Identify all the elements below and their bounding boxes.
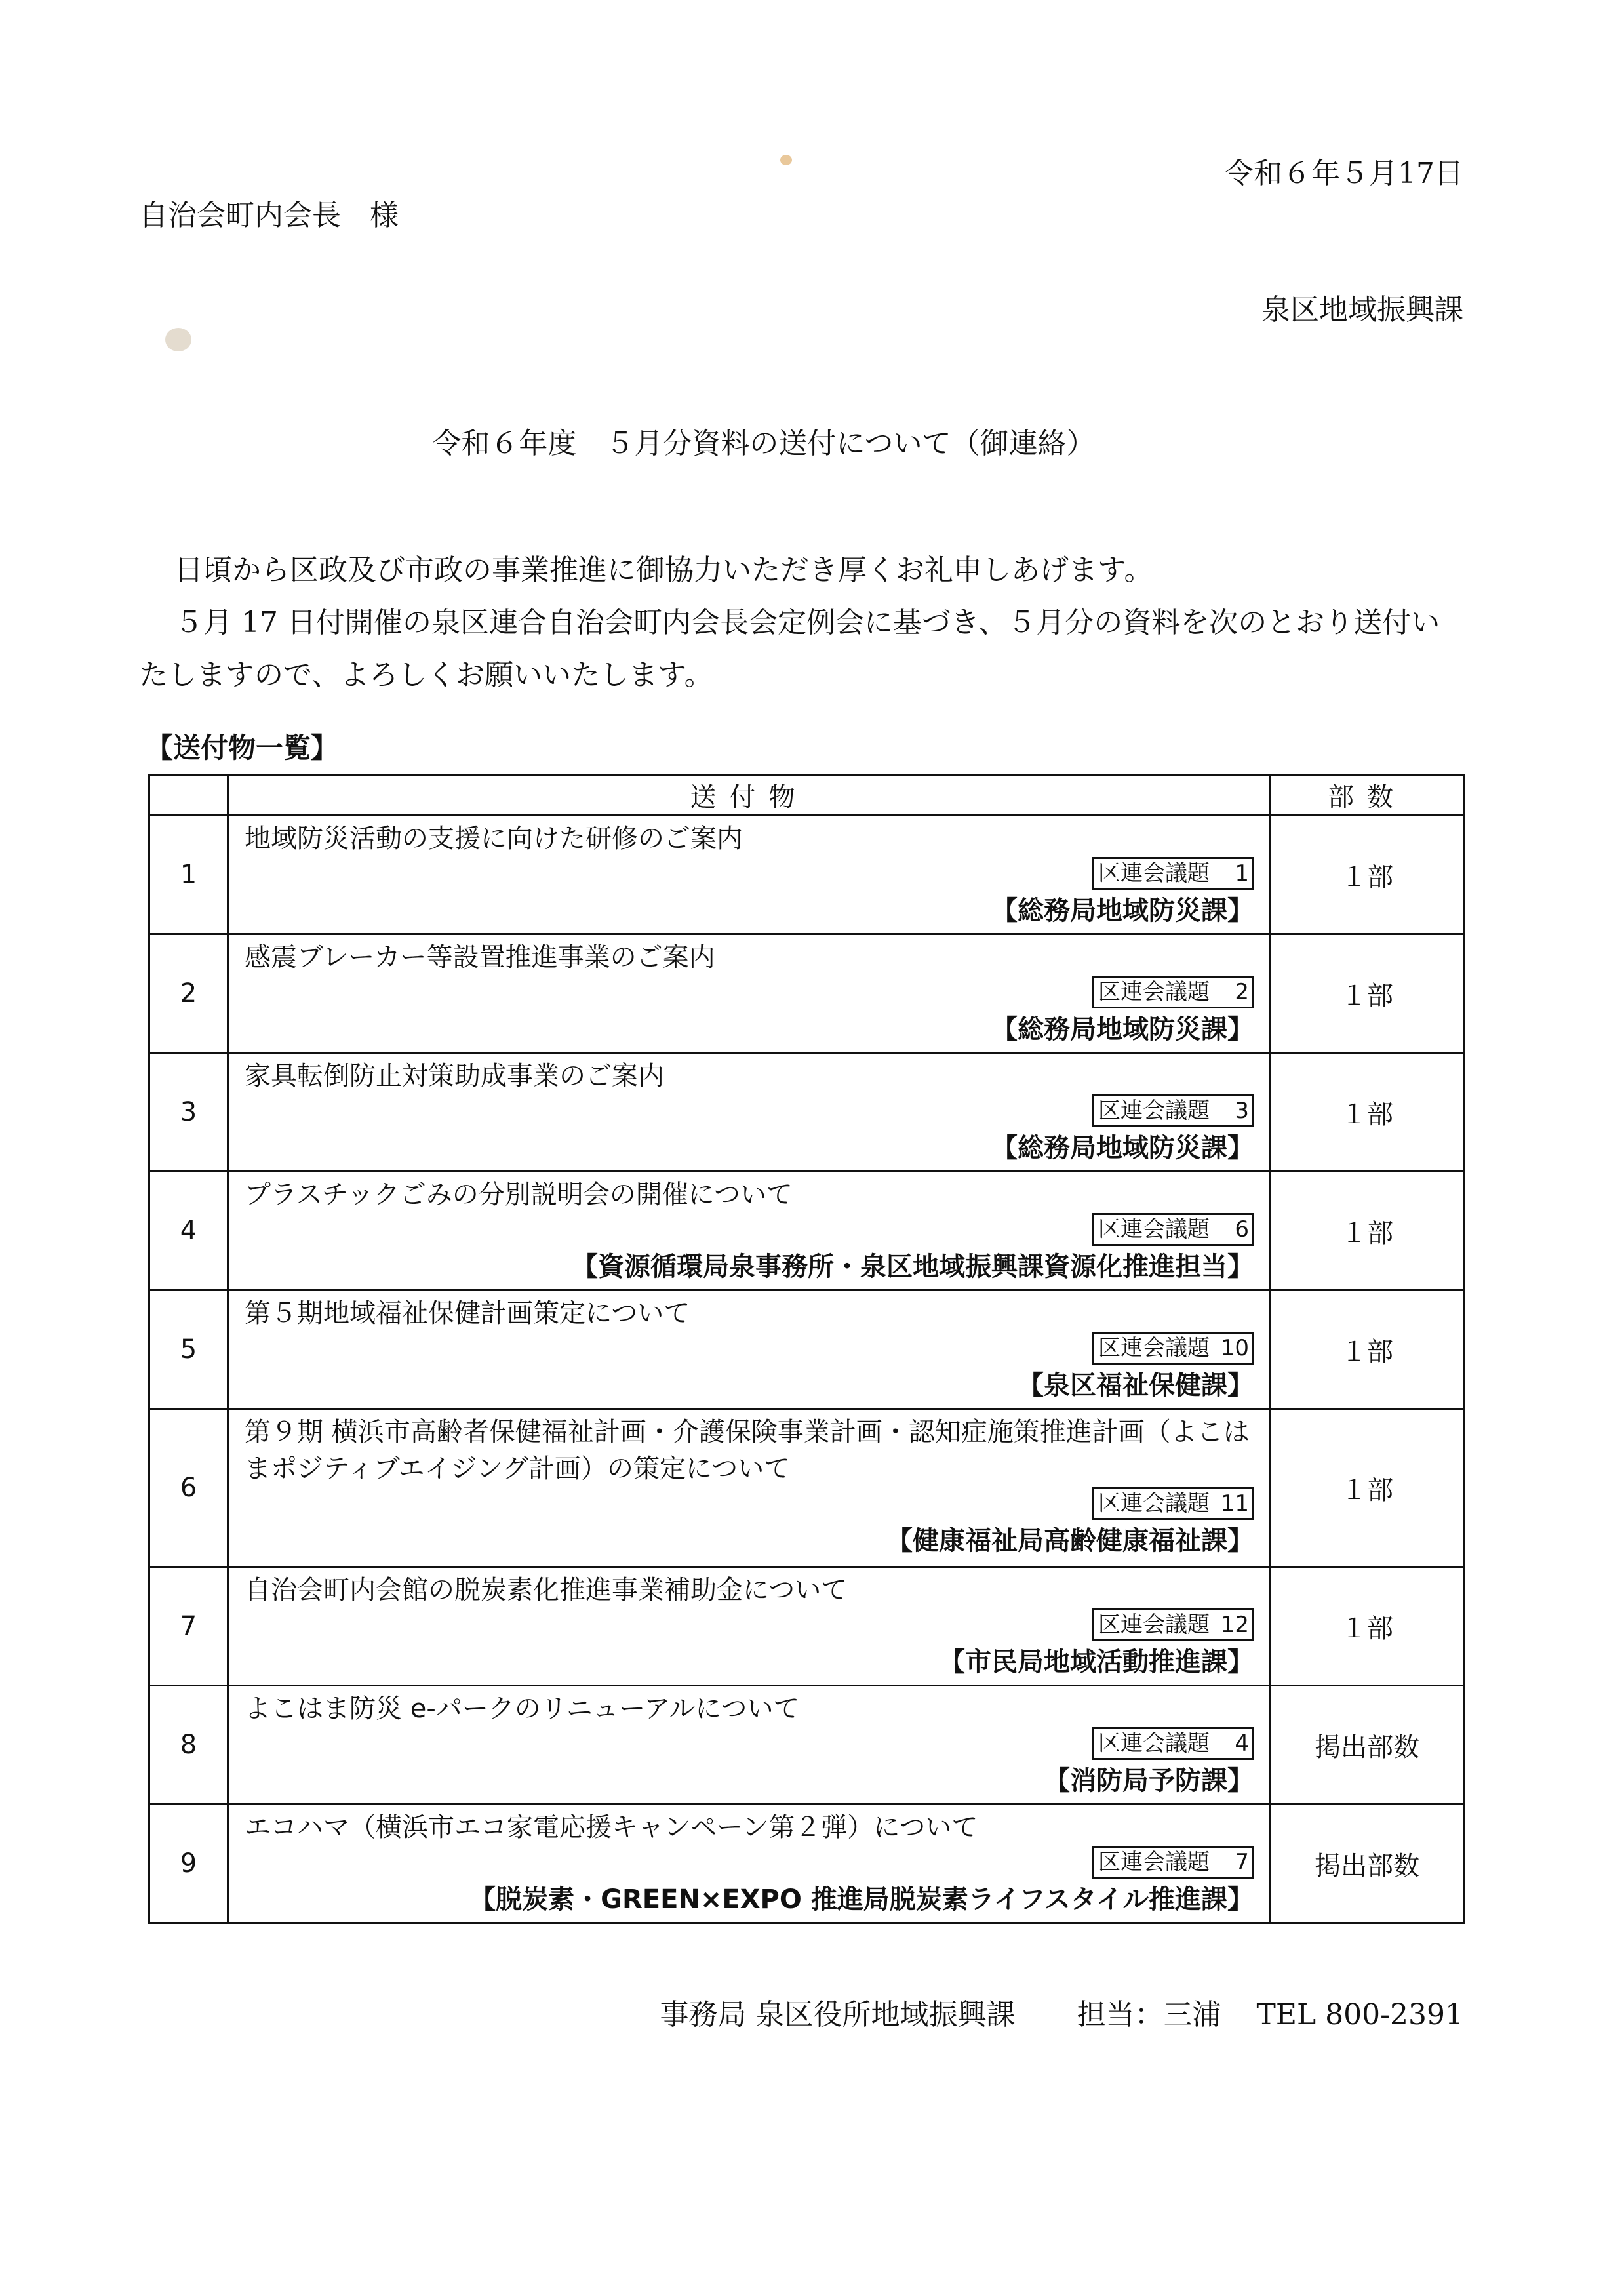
body-paragraph-2: ５月 17 日付開催の泉区連合自治会町内会長会定例会に基づき、５月分の資料を次のとおり送付いたしますので、よろしくお願いいたします。 xyxy=(139,606,1440,692)
item-title: 第５期地域福祉保健計画策定について xyxy=(245,1298,690,1328)
table-row xyxy=(149,816,1464,934)
tag-line xyxy=(245,1608,1254,1645)
row-number: 9 xyxy=(149,1805,228,1923)
agenda-tag-number: 1 xyxy=(1235,860,1249,887)
row-number: 4 xyxy=(149,1172,228,1290)
item-title: エコハマ（横浜市エコ家電応援キャンペーン第２弾）について xyxy=(245,1812,978,1843)
agenda-tag-number: 7 xyxy=(1235,1849,1249,1875)
tag-line xyxy=(245,1727,1254,1764)
row-quantity: １部 xyxy=(1271,1053,1464,1172)
table-row xyxy=(149,1686,1464,1805)
row-quantity: 掲出部数 xyxy=(1271,1686,1464,1805)
row-quantity: １部 xyxy=(1271,1290,1464,1409)
row-quantity: １部 xyxy=(1271,816,1464,934)
agenda-tag xyxy=(1092,976,1254,1008)
paper-stain xyxy=(780,155,792,165)
agenda-tag-number: 6 xyxy=(1235,1216,1249,1243)
row-item xyxy=(228,1567,1271,1686)
tag-line xyxy=(245,1846,1254,1883)
table-row xyxy=(149,1053,1464,1172)
agenda-tag-label: 区連会議題 xyxy=(1098,979,1210,1005)
footer-tel: TEL 800-2391 xyxy=(1256,1998,1463,2031)
header-qty: 部数 xyxy=(1271,775,1464,816)
tag-line xyxy=(245,976,1254,1012)
agenda-tag xyxy=(1092,1846,1254,1879)
footer-person: 担当：三浦 xyxy=(1077,1998,1221,2031)
agenda-tag-label: 区連会議題 xyxy=(1098,1098,1210,1124)
table-row xyxy=(149,1290,1464,1409)
item-department: 【泉区福祉保健課】 xyxy=(1018,1370,1254,1401)
row-quantity: 掲出部数 xyxy=(1271,1805,1464,1923)
table-row xyxy=(149,1567,1464,1686)
tag-line xyxy=(245,1332,1254,1368)
agenda-tag-number: 10 xyxy=(1220,1335,1249,1361)
agenda-tag xyxy=(1092,1094,1254,1127)
item-title: 自治会町内会館の脱炭素化推進事業補助金について xyxy=(245,1575,848,1605)
list-heading: 【送付物一覧】 xyxy=(146,732,339,764)
agenda-tag xyxy=(1092,1727,1254,1760)
tag-line xyxy=(245,1094,1254,1131)
footer-contact xyxy=(660,1991,1464,2033)
item-department: 【資源循環局泉事務所・泉区地域振興課資源化推進担当】 xyxy=(572,1252,1254,1282)
row-item xyxy=(228,816,1271,934)
agenda-tag xyxy=(1092,1487,1254,1520)
row-number: 2 xyxy=(149,934,228,1053)
agenda-tag-number: 3 xyxy=(1235,1098,1249,1124)
row-quantity: １部 xyxy=(1271,934,1464,1053)
item-title: よこはま防災 e-パークのリニューアルについて xyxy=(245,1694,800,1724)
table-row xyxy=(149,1409,1464,1567)
agenda-tag xyxy=(1092,1608,1254,1641)
addressee: 自治会町内会長 様 xyxy=(139,199,399,232)
sender-department: 泉区地域振興課 xyxy=(1261,293,1463,327)
body-paragraph-1: 日頃から区政及び市政の事業推進に御協力いただき厚くお礼申しあげます。 xyxy=(174,553,1153,587)
footer-office: 事務局 泉区役所地域振興課 xyxy=(660,1998,1016,2031)
row-item xyxy=(228,934,1271,1053)
row-number: 1 xyxy=(149,816,228,934)
agenda-tag xyxy=(1092,1213,1254,1246)
item-title: プラスチックごみの分別説明会の開催について xyxy=(245,1180,793,1210)
row-number: 3 xyxy=(149,1053,228,1172)
item-department: 【市民局地域活動推進課】 xyxy=(939,1647,1254,1677)
document-title: 令和６年度 ５月分資料の送付について（御連絡） xyxy=(432,427,1096,460)
agenda-tag-label: 区連会議題 xyxy=(1098,1849,1210,1875)
item-title: 地域防災活動の支援に向けた研修のご案内 xyxy=(245,824,743,854)
agenda-tag-label: 区連会議題 xyxy=(1098,1730,1210,1757)
paper-stain xyxy=(165,328,191,351)
tag-line xyxy=(245,1487,1254,1524)
row-number: 8 xyxy=(149,1686,228,1805)
agenda-tag-number: 2 xyxy=(1235,979,1249,1005)
item-title: 家具転倒防止対策助成事業のご案内 xyxy=(245,1061,664,1091)
item-title: 第９期 横浜市高齢者保健福祉計画・介護保険事業計画・認知症施策推進計画（よこはまポジティブエイジング計画）の策定について xyxy=(245,1417,1250,1484)
items-table xyxy=(148,774,1465,1924)
agenda-tag xyxy=(1092,1332,1254,1365)
row-item xyxy=(228,1053,1271,1172)
item-department: 【総務局地域防災課】 xyxy=(991,1133,1254,1163)
document-date: 令和６年５月17日 xyxy=(1225,157,1463,190)
row-item xyxy=(228,1172,1271,1290)
agenda-tag-label: 区連会議題 xyxy=(1098,1335,1210,1361)
item-department: 【総務局地域防災課】 xyxy=(991,896,1254,926)
row-item xyxy=(228,1290,1271,1409)
item-department: 【総務局地域防災課】 xyxy=(991,1014,1254,1045)
item-department: 【脱炭素・GREEN×EXPO 推進局脱炭素ライフスタイル推進課】 xyxy=(469,1885,1254,1915)
row-item xyxy=(228,1805,1271,1923)
row-quantity: １部 xyxy=(1271,1409,1464,1567)
table-row xyxy=(149,1805,1464,1923)
header-no xyxy=(149,775,228,816)
agenda-tag-label: 区連会議題 xyxy=(1098,1490,1210,1517)
item-department: 【健康福祉局高齢健康福祉課】 xyxy=(886,1526,1254,1556)
agenda-tag-number: 4 xyxy=(1235,1730,1249,1757)
body-text xyxy=(139,544,1467,702)
row-number: 6 xyxy=(149,1409,228,1567)
agenda-tag-label: 区連会議題 xyxy=(1098,1216,1210,1243)
tag-line xyxy=(245,1213,1254,1250)
item-department: 【消防局予防課】 xyxy=(1044,1766,1254,1796)
header-item: 送付物 xyxy=(228,775,1271,816)
table-row xyxy=(149,1172,1464,1290)
row-item xyxy=(228,1409,1271,1567)
item-title: 感震ブレーカー等設置推進事業のご案内 xyxy=(245,942,715,972)
row-number: 7 xyxy=(149,1567,228,1686)
table-row xyxy=(149,934,1464,1053)
agenda-tag-label: 区連会議題 xyxy=(1098,1612,1210,1638)
agenda-tag-number: 12 xyxy=(1220,1612,1249,1638)
tag-line xyxy=(245,857,1254,894)
table-header-row xyxy=(149,775,1464,816)
row-quantity: １部 xyxy=(1271,1567,1464,1686)
row-item xyxy=(228,1686,1271,1805)
row-quantity: １部 xyxy=(1271,1172,1464,1290)
row-number: 5 xyxy=(149,1290,228,1409)
agenda-tag xyxy=(1092,857,1254,890)
agenda-tag-label: 区連会議題 xyxy=(1098,860,1210,887)
agenda-tag-number: 11 xyxy=(1220,1490,1249,1517)
